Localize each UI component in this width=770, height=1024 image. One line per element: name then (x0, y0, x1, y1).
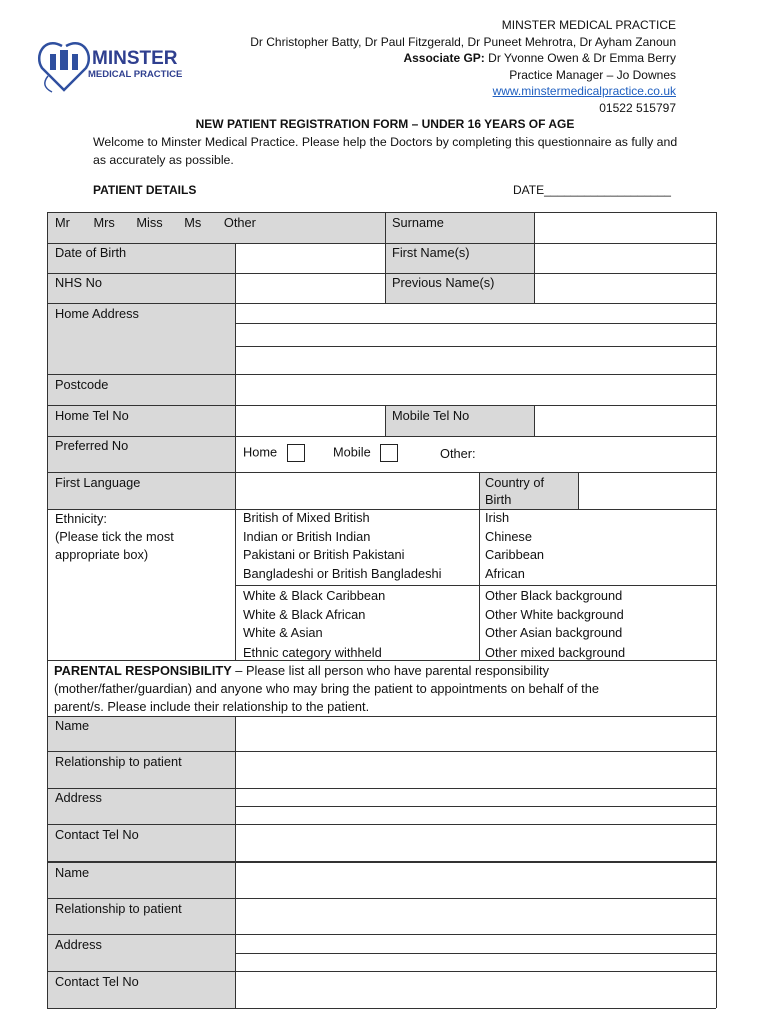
home-tel-label: Home Tel No (55, 408, 129, 423)
welcome-text: Welcome to Minster Medical Practice. Please help the Doctors by completing this questionnaire as fully and as accurately as possible. (93, 135, 678, 167)
eth-left-3[interactable]: Bangladeshi or British Bangladeshi (243, 566, 442, 581)
associate-names: Dr Yvonne Owen & Dr Emma Berry (488, 51, 676, 65)
parent2-address-label: Address (55, 937, 102, 952)
parent1-address-label: Address (55, 790, 102, 805)
title-ms[interactable]: Ms (184, 215, 202, 230)
title-miss[interactable]: Miss (136, 215, 163, 230)
eth-left-5[interactable]: White & Black African (243, 607, 366, 622)
eth-right-7[interactable]: Other mixed background (485, 645, 626, 660)
eth-left-6[interactable]: White & Asian (243, 625, 323, 640)
preferred-mobile (333, 444, 398, 462)
preferred-home-label: Home (243, 444, 278, 460)
date-field[interactable]: DATE___________________ (513, 183, 671, 197)
practice-phone: 01522 515797 (599, 101, 676, 115)
dob-label: Date of Birth (55, 245, 127, 260)
preferred-home (243, 444, 305, 462)
form-title: NEW PATIENT REGISTRATION FORM – UNDER 16 YEARS OF AGE (195, 117, 575, 131)
surname-label: Surname (392, 215, 444, 230)
mobile-tel-label: Mobile Tel No (392, 408, 470, 423)
eth-right-3[interactable]: African (485, 566, 525, 581)
nhs-label: NHS No (55, 275, 102, 290)
parental-text-2: (mother/father/guardian) and anyone who may bring the patient to appointments on behalf of the (54, 681, 599, 696)
country-of-birth-line1: Country of (485, 475, 545, 490)
country-of-birth-label (485, 474, 544, 508)
eth-right-1[interactable]: Chinese (485, 529, 532, 544)
website-link[interactable]: www.minstermedicalpractice.co.uk (492, 84, 676, 98)
parent2-contact-label: Contact Tel No (55, 974, 139, 989)
postcode-label: Postcode (55, 377, 109, 392)
ethnicity-label (55, 510, 174, 564)
associate-label: Associate GP: (403, 51, 485, 65)
parental-text (54, 662, 714, 716)
parent1-name-label: Name (55, 718, 90, 733)
parent1-relationship-label: Relationship to patient (55, 754, 182, 769)
associate-gp (403, 50, 676, 67)
logo-title: MINSTER (92, 48, 178, 69)
ethnicity-line1: Ethnicity: (55, 511, 107, 526)
parental-text-3: parent/s. Please include their relationship to the patient. (54, 699, 370, 714)
eth-right-5[interactable]: Other White background (485, 607, 624, 622)
title-mrs[interactable]: Mrs (93, 215, 115, 230)
patient-details-heading: PATIENT DETAILS (93, 183, 197, 197)
parental-heading: PARENTAL RESPONSIBILITY (54, 663, 232, 678)
eth-right-4[interactable]: Other Black background (485, 588, 623, 603)
home-address-label: Home Address (55, 306, 139, 321)
parent2-relationship-label: Relationship to patient (55, 901, 182, 916)
eth-right-2[interactable]: Caribbean (485, 547, 545, 562)
preferred-home-checkbox[interactable] (287, 444, 305, 462)
practice-logo (34, 36, 209, 98)
eth-left-7[interactable]: Ethnic category withheld (243, 645, 382, 660)
eth-left-4[interactable]: White & Black Caribbean (243, 588, 386, 603)
ethnicity-line2: (Please tick the most (55, 529, 174, 544)
title-other[interactable]: Other (223, 215, 256, 230)
eth-left-1[interactable]: Indian or British Indian (243, 529, 371, 544)
first-names-label: First Name(s) (392, 245, 470, 260)
logo-subtitle: MEDICAL PRACTICE (88, 69, 183, 80)
title-options (55, 215, 256, 230)
parental-text-1: – Please list all person who have parental responsibility (231, 663, 550, 678)
eth-right-6[interactable]: Other Asian background (485, 625, 623, 640)
preferred-label: Preferred No (55, 438, 129, 453)
eth-right-0[interactable]: Irish (485, 510, 510, 525)
preferred-other-label[interactable]: Other: (440, 446, 476, 461)
country-of-birth-line2: Birth (485, 492, 512, 507)
eth-left-0[interactable]: British of Mixed British (243, 510, 370, 525)
doctors-list: Dr Christopher Batty, Dr Paul Fitzgerald, Dr Puneet Mehrotra, Dr Ayham Zanoun (250, 35, 676, 49)
first-language-label: First Language (55, 475, 141, 490)
ethnicity-line3: appropriate box) (55, 547, 149, 562)
parent1-contact-label: Contact Tel No (55, 827, 139, 842)
practice-name: MINSTER MEDICAL PRACTICE (501, 18, 676, 32)
eth-left-2[interactable]: Pakistani or British Pakistani (243, 547, 405, 562)
website-line (493, 83, 676, 100)
practice-manager: Practice Manager – Jo Downes (509, 68, 676, 82)
preferred-mobile-checkbox[interactable] (380, 444, 398, 462)
title-mr[interactable]: Mr (55, 215, 70, 230)
preferred-mobile-label: Mobile (333, 444, 371, 460)
parent2-name-label: Name (55, 865, 90, 880)
previous-names-label: Previous Name(s) (392, 275, 495, 290)
